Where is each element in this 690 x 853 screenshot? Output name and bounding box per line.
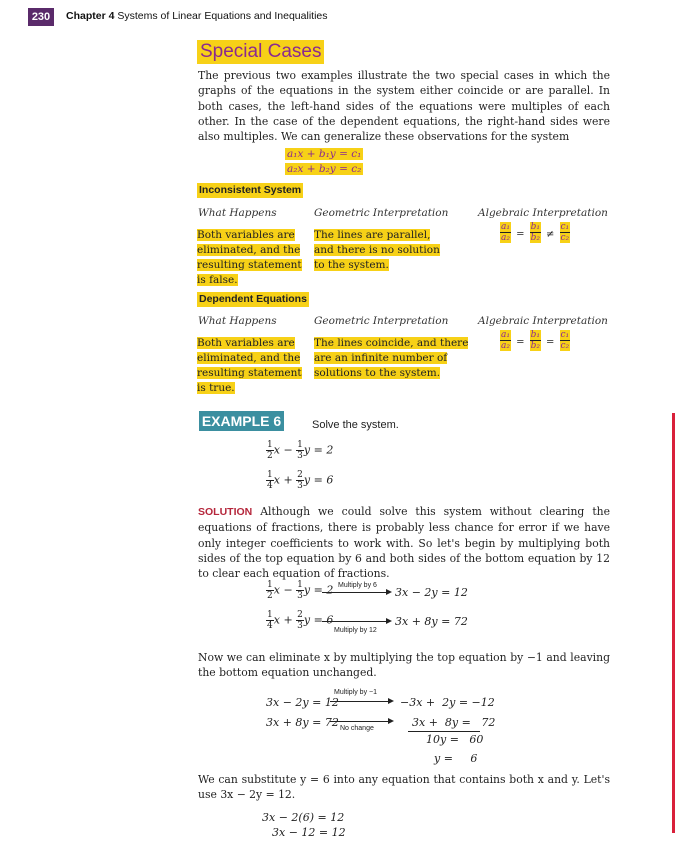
arrow-line (330, 721, 390, 722)
dependent-what-cell (197, 336, 302, 396)
y-solution: y = 6 (434, 752, 478, 765)
line: eliminated, and the (197, 244, 301, 256)
substitution-2: 3x − 12 = 12 (272, 826, 346, 839)
system-equation-1: a₁x + b₁y = c₁ (287, 148, 362, 160)
substitution-1: 3x − 2(6) = 12 (262, 811, 345, 824)
solution-text: Although we could solve this system without clearing the equations of fractions, there is probably less chance for error if we have only integer coefficients to work with. So let's begin by multiplying both sides of the top equation by 6 and both sides of the bottom equation by 12 to clear each equation of fractions. (198, 505, 610, 581)
line: eliminated, and the (197, 352, 301, 364)
arrow-head-icon (386, 618, 392, 624)
arrow-line (322, 621, 388, 622)
chapter-header (66, 10, 328, 22)
paragraph-eliminate: Now we can eliminate x by multiplying the top equation by −1 and leaving the bottom equation unchanged. (198, 651, 610, 680)
line: The lines are parallel, (314, 229, 431, 241)
col-algebraic: Algebraic Interpretation (478, 207, 608, 219)
line: Both variables are (197, 229, 295, 241)
example-badge: EXAMPLE 6 (199, 411, 284, 431)
elim-left-1: 3x − 2y = 12 (266, 696, 339, 709)
intro-paragraph: The previous two examples illustrate the two special cases in which the graphs of the equations in the system either coincide or are parallel. In both cases, the left-hand sides of the equations were multiples of each other. In the case of the dependent equations, the right-hand sides were also multiples. We can generalize these observations for the system (198, 69, 610, 144)
line: to the system. (314, 259, 389, 271)
dependent-geo-cell (314, 336, 468, 381)
chapter-label: Chapter 4 (66, 10, 115, 22)
multiply-by-6-label: Multiply by 6 (338, 582, 377, 589)
inconsistent-heading: Inconsistent System (199, 184, 302, 196)
inconsistent-geo-cell (314, 228, 440, 273)
multiply-by-12-label: Multiply by 12 (334, 627, 377, 634)
no-change-label: No change (340, 725, 374, 732)
fraction-c: $\frac{\text{c₁}}{\text{c₂}}$ (560, 222, 570, 243)
step-equation-2: $\frac{1}{4}$ x + $\frac{2}{3}$ y = 6 (267, 610, 334, 631)
section-title: Special Cases (197, 40, 324, 64)
sum-line (408, 731, 480, 732)
elim-left-2: 3x + 8y = 72 (266, 716, 339, 729)
arrow-head-icon (388, 718, 394, 724)
arrow-line (330, 701, 390, 702)
system-equation-2: a₂x + b₂y = c₂ (287, 163, 362, 175)
margin-bar (672, 413, 675, 833)
dependent-algebraic: $\frac{\text{a₁}}{\text{a₂}}$ = $\frac{\text{b₁}}{\text{b₂}}$ = $\frac{\text{c₁}}{\text{c₂}}$ (501, 330, 570, 351)
result-equation-2: 3x + 8y = 72 (395, 615, 468, 628)
sum-equation: 10y = 60 (426, 733, 484, 746)
example-prompt: Solve the system. (312, 419, 399, 431)
original-equation-1: $\frac{1}{2}$ x − $\frac{1}{3}$ y = 2 (267, 440, 334, 461)
multiply-by-neg1-label: Multiply by −1 (334, 689, 377, 696)
elim-right-1: −3x + 2y = −12 (400, 696, 495, 709)
line: are an infinite number of (314, 352, 448, 364)
original-equation-2: $\frac{1}{4}$ x + $\frac{2}{3}$ y = 6 (267, 470, 334, 491)
col-geometric: Geometric Interpretation (314, 207, 449, 219)
fraction-b: $\frac{\text{b₁}}{\text{b₂}}$ (530, 222, 540, 243)
solution-paragraph (198, 504, 610, 581)
fraction-c: $\frac{\text{c₁}}{\text{c₂}}$ (560, 330, 570, 351)
col-geometric: Geometric Interpretation (314, 315, 449, 327)
line: solutions to the system. (314, 367, 441, 379)
fraction-b: $\frac{\text{b₁}}{\text{b₂}}$ (530, 330, 540, 351)
elim-right-2: 3x + 8y = 72 (412, 716, 496, 729)
line: is false. (197, 274, 238, 286)
col-what-happens: What Happens (198, 207, 277, 219)
result-equation-1: 3x − 2y = 12 (395, 586, 468, 599)
arrow-line (322, 592, 388, 593)
line: is true. (197, 382, 235, 394)
paragraph-substitute: We can substitute y = 6 into any equation that contains both x and y. Let's use 3x − 2y = 12. (198, 773, 610, 802)
solution-label: SOLUTION (198, 506, 253, 518)
line: and there is no solution (314, 244, 440, 256)
col-algebraic: Algebraic Interpretation (478, 315, 608, 327)
inconsistent-algebraic: $\frac{\text{a₁}}{\text{a₂}}$ = $\frac{\text{b₁}}{\text{b₂}}$ ≠ $\frac{\text{c₁}}{\text{c₂}}$ (501, 222, 570, 243)
chapter-title: Systems of Linear Equations and Inequalities (117, 10, 328, 22)
line: The lines coincide, and there (314, 337, 469, 349)
line: Both variables are (197, 337, 295, 349)
fraction-a: $\frac{\text{a₁}}{\text{a₂}}$ (501, 222, 510, 243)
fraction-a: $\frac{\text{a₁}}{\text{a₂}}$ (501, 330, 510, 351)
col-what-happens: What Happens (198, 315, 277, 327)
step-equation-1: $\frac{1}{2}$ x − $\frac{1}{3}$ y = 2 (267, 580, 334, 601)
arrow-head-icon (388, 698, 394, 704)
arrow-head-icon (386, 589, 392, 595)
dependent-heading: Dependent Equations (199, 293, 307, 305)
inconsistent-what-cell (197, 228, 302, 288)
line: resulting statement (197, 367, 302, 379)
page-number: 230 (28, 8, 54, 26)
line: resulting statement (197, 259, 302, 271)
